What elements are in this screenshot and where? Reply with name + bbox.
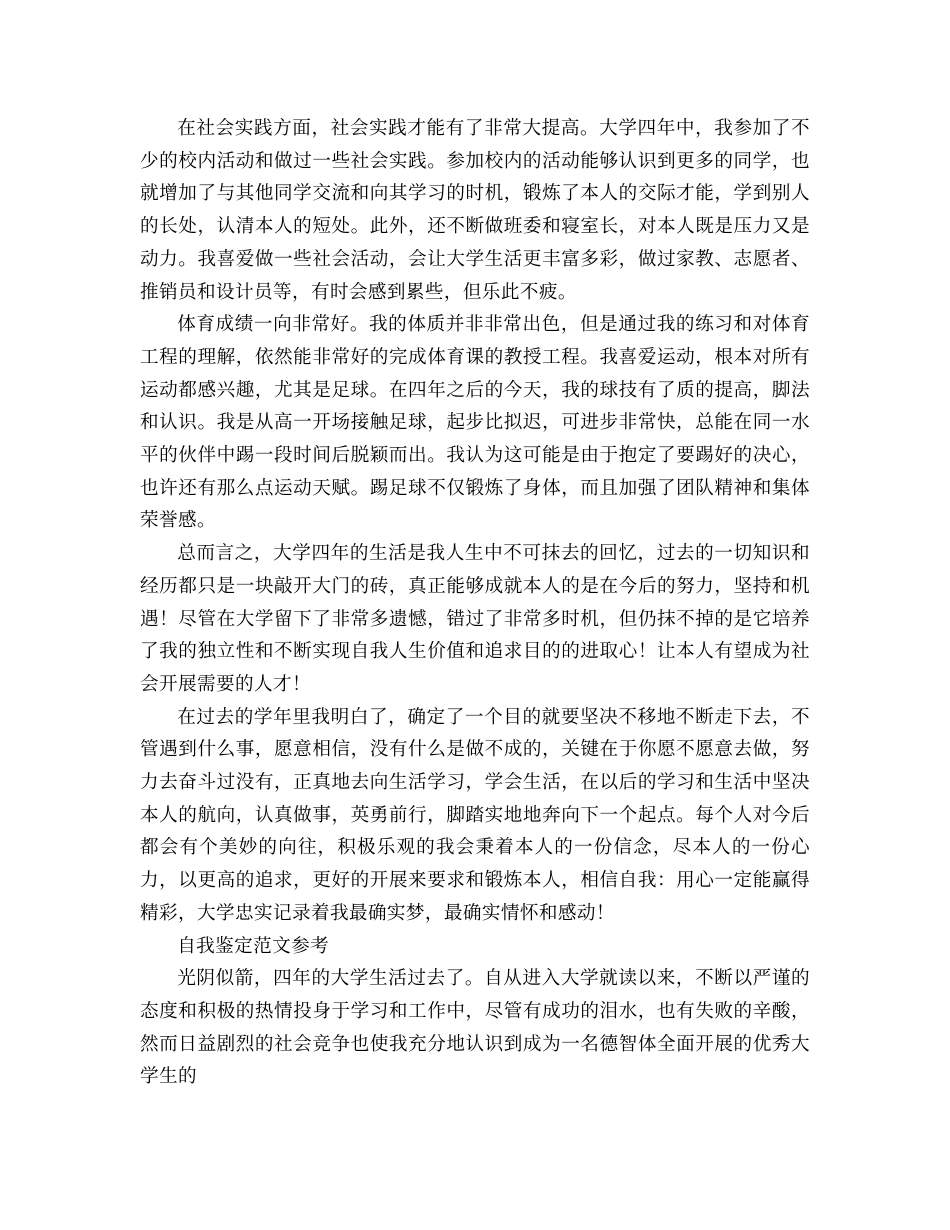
document-page xyxy=(140,113,810,1094)
section-title: 自我鉴定范文参考 xyxy=(177,935,330,957)
paragraph-social-practice: 在社会实践方面，社会实践才能有了非常大提高。大学四年中，我参加了不少的校内活动和做过一些社会实践。参加校内的活动能够认识到更多的同学，也就增加了与其他同学交流和向其学习的时机，锻炼了本人的交际才能，学到别人的长处，认清本人的短处。此外，还不断做班委和寝室长，对本人既是压力又是动力。我喜爱做一些社会活动，会让大学生活更丰富多彩，做过家教、志愿者、推销员和设计员等，有时会感到累些，但乐此不疲。 xyxy=(140,118,810,303)
paragraph-closing: 光阴似箭，四年的大学生活过去了。自从进入大学就读以来，不断以严谨的态度和积极的热情投身于学习和工作中，尽管有成功的泪水，也有失败的辛酸，然而日益剧烈的社会竞争也使我充分地认识到成为一名德智体全面开展的优秀大学生的 xyxy=(140,968,810,1088)
paragraph-sports: 体育成绩一向非常好。我的体质并非非常出色，但是通过我的练习和对体育工程的理解，依然能非常好的完成体育课的教授工程。我喜爱运动，根本对所有运动都感兴趣，尤其是足球。在四年之后的今天，我的球技有了质的提高，脚法和认识。我是从高一开场接触足球，起步比拟迟，可进步非常快，总能在同一水平的伙伴中踢一段时间后脱颖而出。我认为这可能是由于抱定了要踢好的决心，也许还有那么点运动天赋。踢足球不仅锻炼了身体，而且加强了团队精神和集体荣誉感。 xyxy=(140,314,810,532)
paragraph-summary: 总而言之，大学四年的生活是我人生中不可抹去的回忆，过去的一切知识和经历都只是一块敲开大门的砖，真正能够成就本人的是在今后的努力，坚持和机遇！尽管在大学留下了非常多遗憾，错过了非常多时机，但仍抹不掉的是它培养了我的独立性和不断实现自我人生价值和追求目的的进取心！让本人有望成为社会开展需要的人才！ xyxy=(140,543,810,695)
paragraph-past-year: 在过去的学年里我明白了，确定了一个目的就要坚决不移地不断走下去，不管遇到什么事，愿意相信，没有什么是做不成的，关键在于你愿不愿意去做，努力去奋斗过没有，正真地去向生活学习，学会生活，在以后的学习和生活中坚决本人的航向，认真做事，英勇前行，脚踏实地地奔向下一个起点。每个人对今后都会有个美妙的向往，积极乐观的我会秉着本人的一份信念，尽本人的一份心力，以更高的追求，更好的开展来要求和锻炼本人，相信自我：用心一定能赢得精彩，大学忠实记录着我最确实梦，最确实情怀和感动！ xyxy=(140,706,810,924)
